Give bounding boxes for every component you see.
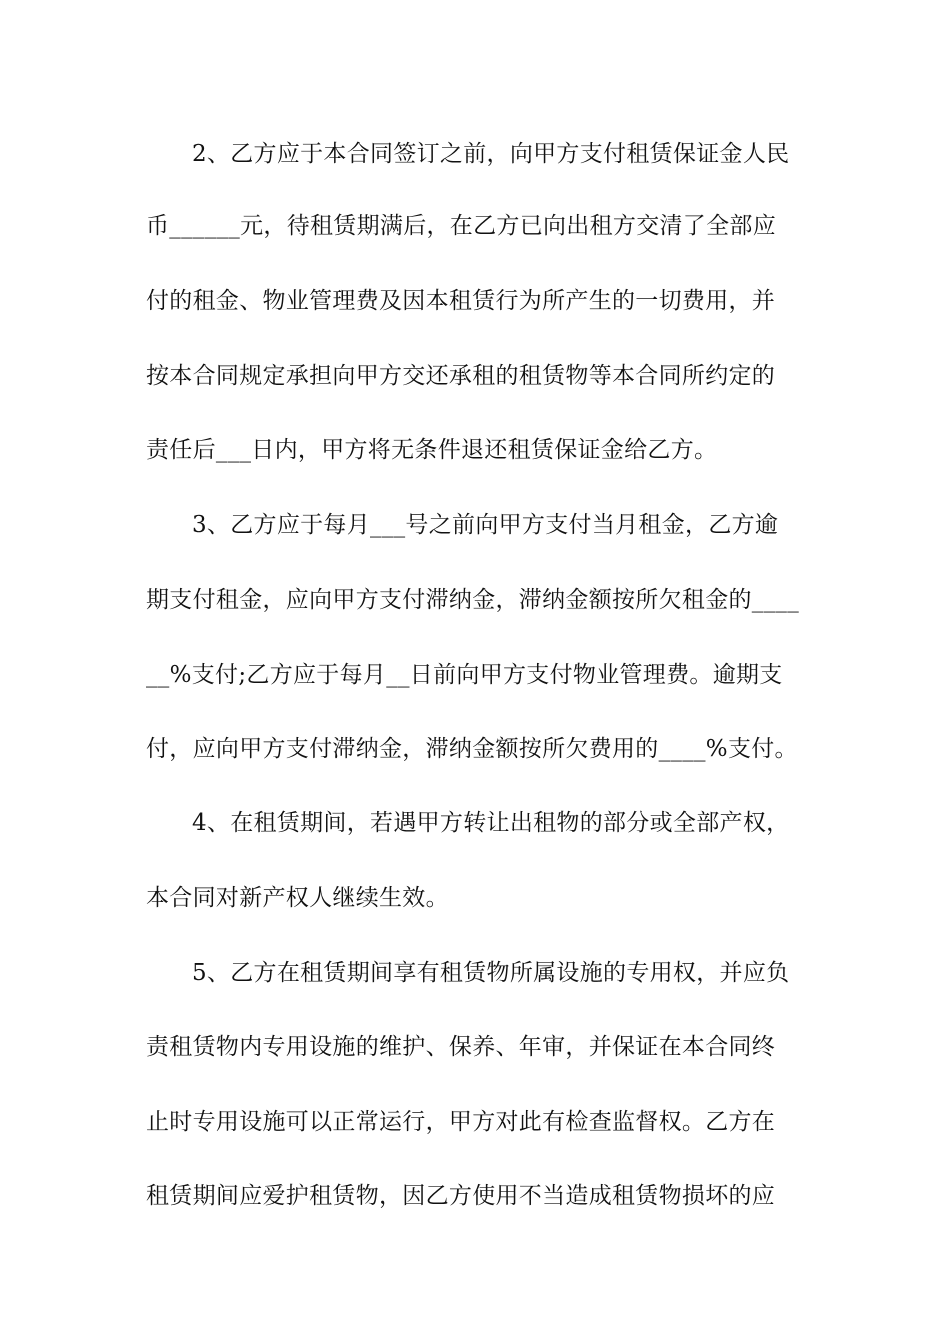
paragraph-3-line-2: 期支付租金，应向甲方支付滞纳金，滞纳金额按所欠租金的____ xyxy=(146,587,799,613)
paragraph-5-line-2: 责租赁物内专用设施的维护、保养、年审，并保证在本合同终 xyxy=(146,1034,776,1060)
paragraph-2-line-2: 币______元，待租赁期满后，在乙方已向出租方交清了全部应 xyxy=(146,213,776,239)
paragraph-2-line-5: 责任后___日内，甲方将无条件退还租赁保证金给乙方。 xyxy=(146,437,718,463)
paragraph-3-line-1: 3、乙方应于每月___号之前向甲方支付当月租金，乙方逾 xyxy=(192,512,779,538)
paragraph-2-line-1: 2、乙方应于本合同签订之前，向甲方支付租赁保证金人民 xyxy=(192,141,790,167)
paragraph-2-line-4: 按本合同规定承担向甲方交还承租的租赁物等本合同所约定的 xyxy=(146,363,776,389)
paragraph-3-line-4: 付，应向甲方支付滞纳金，滞纳金额按所欠费用的____%支付。 xyxy=(146,736,798,762)
paragraph-2-line-3: 付的租金、物业管理费及因本租赁行为所产生的一切费用，并 xyxy=(146,288,776,314)
paragraph-5-line-3: 止时专用设施可以正常运行，甲方对此有检查监督权。乙方在 xyxy=(146,1109,776,1135)
paragraph-5-line-4: 租赁期间应爱护租赁物，因乙方使用不当造成租赁物损坏的应 xyxy=(146,1183,776,1209)
paragraph-4-line-2: 本合同对新产权人继续生效。 xyxy=(146,885,449,911)
paragraph-4-line-1: 4、在租赁期间，若遇甲方转让出租物的部分或全部产权， xyxy=(192,810,790,836)
paragraph-5-line-1: 5、乙方在租赁期间享有租赁物所属设施的专用权，并应负 xyxy=(192,960,790,986)
paragraph-3-line-3: __%支付;乙方应于每月__日前向甲方支付物业管理费。逾期支 xyxy=(146,662,783,688)
